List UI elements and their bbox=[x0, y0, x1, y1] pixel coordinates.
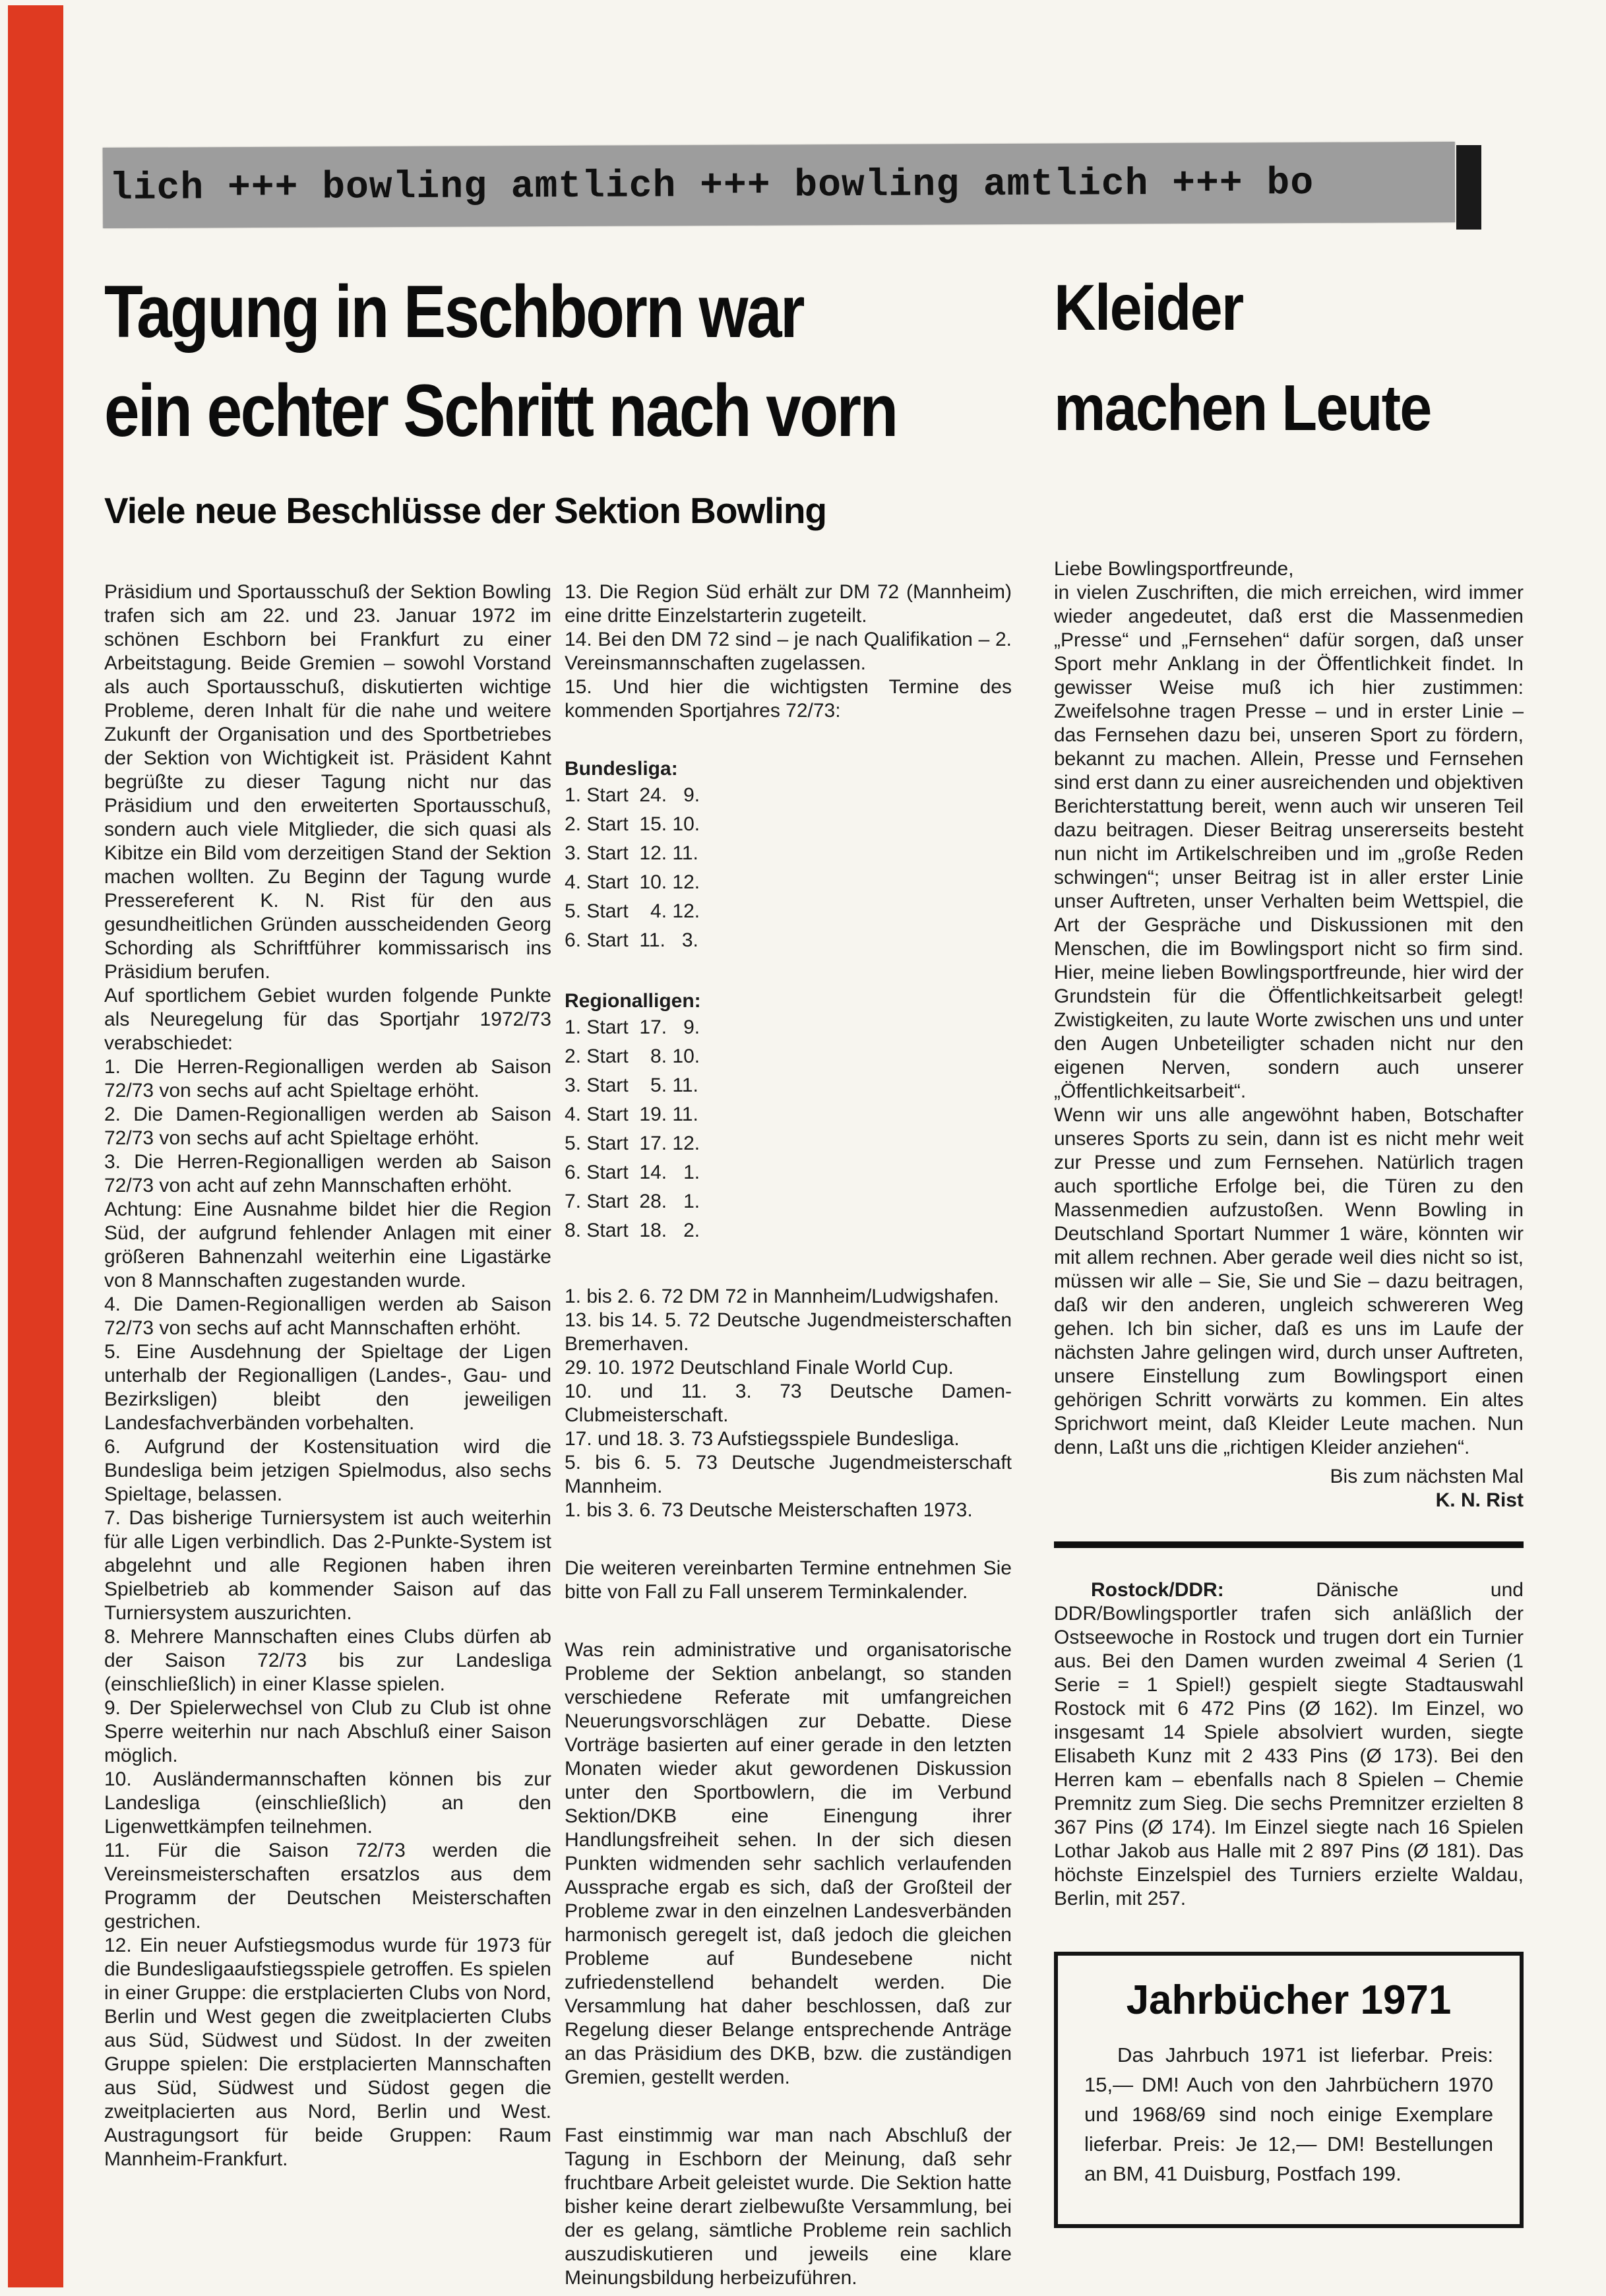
termine-line: 13. bis 14. 5. 72 Deutsche Jugendmeisterschaften Bremerhaven. bbox=[565, 1309, 1012, 1355]
paragraph: 13. Die Region Süd erhält zur DM 72 (Mannheim) eine dritte Einzelstarterin zugeteilt. bbox=[565, 581, 1012, 627]
paragraph: 15. Und hier die wichtigsten Termine des kommenden Sportjahres 72/73: bbox=[565, 676, 1012, 722]
paragraph: 6. Aufgrund der Kostensituation wird die Bundesliga beim jetzigen Spielmodus, also sechs Spieltage, belassen. bbox=[104, 1436, 551, 1505]
main-headline bbox=[104, 263, 1026, 460]
subhead: Viele neue Beschlüsse der Sektion Bowling bbox=[104, 490, 827, 531]
left-accent-bar bbox=[8, 5, 63, 2287]
bundesliga-schedule-line: 3. Start 12. 11. bbox=[565, 842, 698, 864]
regionalligen-title: Regionalligen: bbox=[565, 990, 701, 1012]
rostock-lead: Rostock/DDR: bbox=[1091, 1579, 1224, 1601]
paragraph: Präsidium und Sportausschuß der Sektion Bowling trafen sich am 22. und 23. Januar 1972 im schönen Eschborn bei Frankfurt zu einer Arbeitstagung. Beide Gremien – sowohl Vorstand als auch Sportausschuß, diskutierten wichtige Probleme, deren Inhalt für die nahe und weitere Zukunft der Organisation und des Sportbetriebes der Sektion von Wichtigkeit ist. Präsident Kahnt begrüßte zu dieser Tagung nicht nur das Präsidium und den erweiterten Sportausschuß, sondern auch viele Mitglieder, die sich quasi als Kibitze ein Bild vom derzeitigen Stand der Sektion machen wollten. Zu Beginn der Tagung wurde Pressereferent K. N. Rist für den aus gesundheitlichen Gründen ausscheidenden Georg Schording als Schriftführer kommissarisch ins Präsidium berufen. bbox=[104, 581, 551, 983]
paragraph: Auf sportlichem Gebiet wurden folgende Punkte als Neuregelung für das Sportjahr 1972/73 verabschiedet: bbox=[104, 985, 551, 1054]
paragraph: 3. Die Herren-Regionalligen werden ab Saison 72/73 von acht auf zehn Mannschaften erhöht. bbox=[104, 1151, 551, 1196]
termine-list bbox=[565, 1285, 1012, 1522]
bundesliga-schedule-line: 2. Start 15. 10. bbox=[565, 813, 700, 835]
salutation: Liebe Bowlingsportfreunde, bbox=[1054, 558, 1294, 580]
paragraph: 11. Für die Saison 72/73 werden die Vereinsmeisterschaften ersatzlos aus dem Programm der Deutschen Meisterschaften gestrichen. bbox=[104, 1840, 551, 1933]
paragraph: Achtung: Eine Ausnahme bildet hier die Region Süd, der aufgrund fehlender Anlagen mit einer größeren Bahnenzahl weiterhin eine Ligastärke von 8 Mannschaften zugestanden wurde. bbox=[104, 1198, 551, 1291]
paragraph: 5. Eine Ausdehnung der Spieltage der Ligen unterhalb der Regionalligen (Landes-, Gau- und Bezirksligen) bleibt den jeweiligen Landesfachverbänden vorbehalten. bbox=[104, 1341, 551, 1434]
paragraph: 14. Bei den DM 72 sind – je nach Qualifikation – 2. Vereinsmannschaften zugelassen. bbox=[565, 629, 1012, 674]
paragraph: Wenn wir uns alle angewöhnt haben, Botschafter unseres Sports zu sein, dann ist es nicht mehr weit zur Presse und zum Fernsehen. Natürlich tragen auch sportliche Erfolge bei, die Türen zu den Massenmedien aufzustoßen. Wenn Bowling in Deutschland Sportart Nummer 1 wäre, könnten wir mit allem rechnen. Aber gerade weil dies nicht so ist, müssen wir alle – Sie, Sie und Sie – dazu beitragen, daß wir den anderen, ungleich schwereren Weg gehen. Ich bin sicher, daß es uns im Laufe der nächsten Jahre gelingen wird, durch unser Auftreten, unsere Einstellung zum Bowlingsport einen gehörigen Schritt vorwärts zu kommen. Ein altes Sprichwort meint, daß Kleider Leute machen. Nun denn, Laßt uns die „richtigen Kleider anziehen“. bbox=[1054, 1104, 1524, 1458]
regionalligen-schedule-line: 6. Start 14. 1. bbox=[565, 1162, 700, 1183]
yearbook-box bbox=[1054, 1952, 1524, 2228]
column-3 bbox=[1054, 557, 1524, 2228]
column-2 bbox=[565, 580, 1012, 2290]
termine-line: 17. und 18. 3. 73 Aufstiegsspiele Bundesliga. bbox=[565, 1428, 960, 1450]
regionalligen-schedule-line: 4. Start 19. 11. bbox=[565, 1103, 698, 1125]
editorial-headline-line-2: machen Leute bbox=[1054, 371, 1431, 444]
regionalligen-schedule-line: 8. Start 18. 2. bbox=[565, 1220, 700, 1241]
paragraph: 12. Ein neuer Aufstiegsmodus wurde für 1973 für die Bundesligaaufstiegsspiele getroffen. Es spielen in einer Gruppe: die erstplacierten Clubs von Nord, Berlin und West gegen die zweitplacierten Clubs aus Süd, Südwest und Südost. In der zweiten Gruppe spielen: Die erstplacierten Mannschaften aus Süd, Südwest und Südost gegen die zweitplacierten aus Nord, Berlin und West. Austragungsort für beide Gruppen: Raum Mannheim-Frankfurt. bbox=[104, 1935, 551, 2170]
termine-line: 29. 10. 1972 Deutschland Finale World Cup. bbox=[565, 1357, 954, 1379]
banner-text: lich +++ bowling amtlich +++ bowling amtlich +++ bo bbox=[109, 162, 1314, 210]
main-headline-line-1: Tagung in Eschborn war bbox=[104, 270, 803, 353]
yearbook-box-title: Jahrbücher 1971 bbox=[1126, 1977, 1452, 2023]
bundesliga-schedule-line: 6. Start 11. 3. bbox=[565, 929, 698, 951]
banner-endcap bbox=[1456, 145, 1481, 230]
main-headline-line-2: ein echter Schritt nach vorn bbox=[104, 369, 897, 452]
paragraph: 10. Ausländermannschaften können bis zur Landesliga (einschließlich) an den Ligenwettkämpfen teilnehmen. bbox=[104, 1768, 551, 1838]
regionalligen-schedule-line: 1. Start 17. 9. bbox=[565, 1016, 700, 1038]
regionalligen-schedule-line: 2. Start 8. 10. bbox=[565, 1045, 700, 1067]
paragraph: Was rein administrative und organisatorische Probleme der Sektion anbelangt, so standen verschiedene Referate mit umfangreichen Neuerungsvorschlägen zur Debatte. Diese Vorträge basierten auf einer gerade in den letzten Monaten wieder akut gewordenen Diskussion unter den Sportbowlern, die im Verbund Sektion/DKB eine Einengung ihrer Handlungsfreiheit sehen. In der sich diesen Punkten widmenden sehr sachlich verlaufenden Aussprache ergab es sich, daß der Großteil der Probleme zwar in den einzelnen Landesverbänden harmonisch geregelt ist, daß jedoch die gleichen Probleme auf Bundesebene nicht zufriedenstellend behandelt werden. Die Versammlung hat daher beschlossen, daß zur Regelung dieser Belange entsprechende Anträge an das Präsidium des DKB, bzw. die zuständigen Gremien, gestellt werden. bbox=[565, 1639, 1012, 2088]
paragraph: 9. Der Spielerwechsel von Club zu Club ist ohne Sperre weiterhin nur nach Abschluß einer Saison möglich. bbox=[104, 1697, 551, 1766]
signoff: Bis zum nächsten Mal bbox=[1330, 1466, 1524, 1487]
termine-line: 5. bis 6. 5. 73 Deutsche Jugendmeisterschaft Mannheim. bbox=[565, 1452, 1012, 1497]
paragraph: 8. Mehrere Mannschaften eines Clubs dürfen ab der Saison 72/73 bis zur Landesliga (einschließlich) in einer Klasse spielen. bbox=[104, 1626, 551, 1695]
bundesliga-schedule-line: 1. Start 24. 9. bbox=[565, 784, 700, 806]
editorial-headline-line-1: Kleider bbox=[1054, 271, 1243, 344]
divider-rule bbox=[1054, 1541, 1524, 1548]
paragraph: in vielen Zuschriften, die mich erreichen, wird immer wieder angedeutet, daß erst die Massenmedien „Presse“ und „Fernsehen“ dafür sorgen, daß unser Sport mehr Anklang in der Öffentlichkeit findet. In gewisser Weise muß ich hier zustimmen: Zweifelsohne tragen Presse – und in erster Linie – das Fernsehen dazu bei, unseren Sport zu fördern, bekannt zu machen. Allein, Presse und Fernsehen sind erst dann zu einer ausreichenden und objektiven Berichterstattung bereit, wenn auch wir unseren Teil dazu beitragen. Dieser Beitrag unsererseits besteht nun nicht im Artikelschreiben und im „große Reden schwingen“; unser Beitrag ist in aller erster Linie unser Auftreten, unser Verhalten beim Wettspiel, die Art der Gespräche und Diskussionen mit den Menschen, die im Bowlingsport nicht so firm sind. Hier, meine lieben Bowlingsportfreunde, hier wird der Grundstein für die Öffentlichkeitsarbeit gelegt! Zwistigkeiten, zu laute Worte zwischen uns und unter den Augen Unbeteiligter schaden nicht nur den eigenen Nerven, sondern auch unserer „Öffentlichkeitsarbeit“. bbox=[1054, 582, 1524, 1102]
regionalligen-schedule-line: 7. Start 28. 1. bbox=[565, 1191, 700, 1212]
paragraph: 1. Die Herren-Regionalligen werden ab Saison 72/73 von sechs auf acht Spieltage erhöht. bbox=[104, 1056, 551, 1101]
editorial-headline bbox=[1054, 257, 1473, 458]
signature: K. N. Rist bbox=[1435, 1489, 1524, 1511]
regionalligen-schedule-line: 5. Start 17. 12. bbox=[565, 1132, 700, 1154]
column-1 bbox=[104, 580, 551, 2171]
termine-line: 10. und 11. 3. 73 Deutsche Damen-Clubmeisterschaft. bbox=[565, 1381, 1012, 1426]
rostock-text: Dänische und DDR/Bowlingsportler trafen sich anläßlich der Ostseewoche in Rostock und trugen dort ein Turnier aus. Bei den Damen wurden zweimal 4 Serien (1 Serie = 1 Spiel!) gespielt siegte Stadtauswahl Rostock mit 6 472 Pins (Ø 162). Im Einzel, wo insgesamt 14 Spiele absolviert wurden, siegte Elisabeth Kunz mit 2 433 Pins (Ø 173). Bei den Herren kam – ebenfalls nach 8 Spielen – Chemie Premnitz zum Sieg. Die sechs Premnitzer erzielten 8 367 Pins (Ø 174). Im Einzel siegte nach 16 Spielen Lothar Jakob aus Halle mit 2 897 Pins (Ø 181). Das höchste Einzelspiel des Turniers erzielte Waldau, Berlin, mit 257. bbox=[1054, 1579, 1524, 1909]
termine-line: 1. bis 2. 6. 72 DM 72 in Mannheim/Ludwigshafen. bbox=[565, 1286, 999, 1307]
regionalligen-schedule-line: 3. Start 5. 11. bbox=[565, 1074, 698, 1096]
paragraph: Fast einstimmig war man nach Abschluß der Tagung in Eschborn der Meinung, daß sehr fruchtbare Arbeit geleistet wurde. Die Sektion hatte bisher keine derart zielbewußte Versammlung, bei der es gelang, sämtliche Probleme rein sachlich auszudiskutieren und jeweils eine klare Meinungsbildung herbeizuführen. bbox=[565, 2125, 1012, 2289]
rostock-news bbox=[1054, 1578, 1524, 1911]
termine-note: Die weiteren vereinbarten Termine entnehmen Sie bitte von Fall zu Fall unserem Terminkalender. bbox=[565, 1557, 1012, 1603]
bowling-amtlich-banner bbox=[103, 142, 1456, 228]
bundesliga-title: Bundesliga: bbox=[565, 758, 678, 780]
bundesliga-schedule-line: 4. Start 10. 12. bbox=[565, 871, 700, 893]
bundesliga-schedule-line: 5. Start 4. 12. bbox=[565, 900, 700, 922]
paragraph: 2. Die Damen-Regionalligen werden ab Saison 72/73 von sechs auf acht Spieltage erhöht. bbox=[104, 1103, 551, 1149]
paragraph: 4. Die Damen-Regionalligen werden ab Saison 72/73 von sechs auf acht Mannschaften erhöht. bbox=[104, 1293, 551, 1339]
paragraph: 7. Das bisherige Turniersystem ist auch weiterhin für alle Ligen verbindlich. Das 2-Punkte-System ist abgelehnt und alle Regionen haben ihren Spielbetrieb ab kommender Saison auf das Turniersystem auszurichten. bbox=[104, 1507, 551, 1624]
yearbook-box-text: Das Jahrbuch 1971 ist lieferbar. Preis: 15,— DM! Auch von den Jahrbüchern 1970 und 1968/69 sind noch einige Exemplare lieferbar. Preis: Je 12,— DM! Bestellungen an BM, 41 Duisburg, Postfach 199. bbox=[1084, 2043, 1493, 2185]
termine-line: 1. bis 3. 6. 73 Deutsche Meisterschaften 1973. bbox=[565, 1499, 973, 1521]
